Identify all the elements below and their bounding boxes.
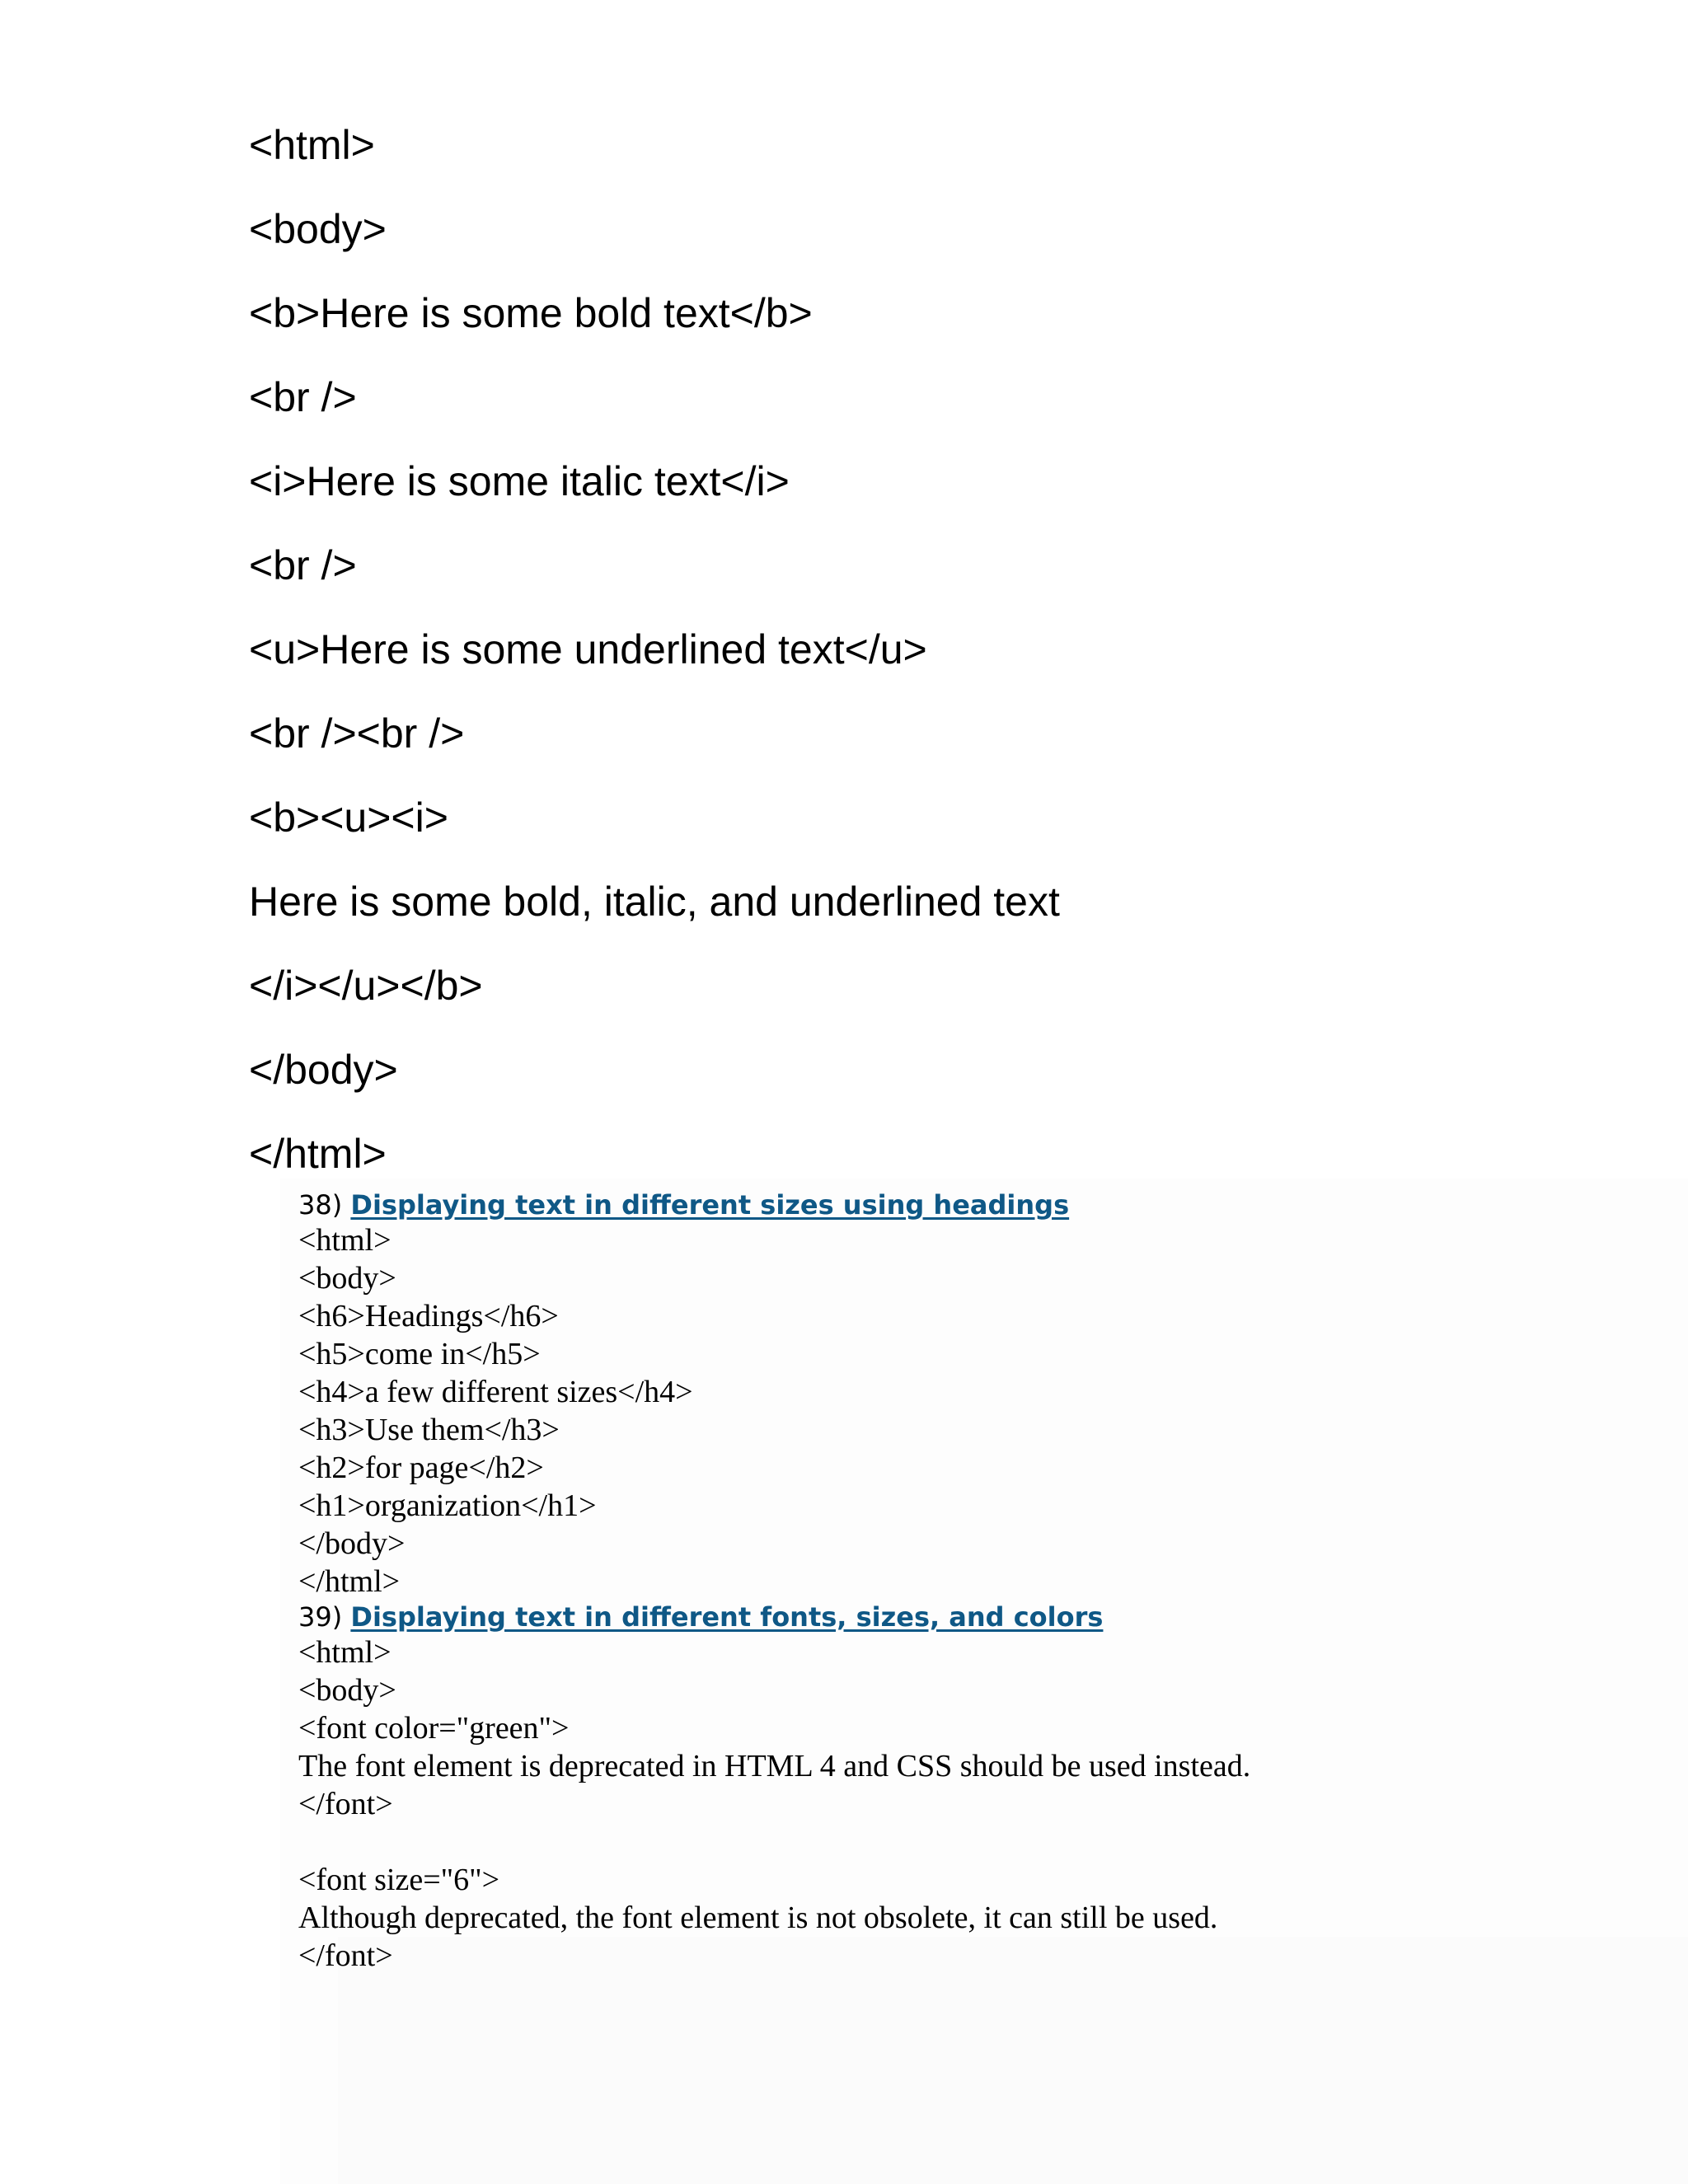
code-line: </i></u></b> (249, 963, 483, 1009)
code-line: <u>Here is some underlined text</u> (249, 626, 927, 673)
code-line: <br /> (249, 542, 357, 588)
code-line: </body> (298, 1526, 406, 1561)
code-line: <h3>Use them</h3> (298, 1413, 560, 1447)
section-39-number: 39) (298, 1601, 343, 1633)
code-line: </body> (249, 1047, 398, 1093)
code-line: </font> (298, 1938, 393, 1973)
examples-list (298, 1188, 1617, 1975)
code-line: <font color="green"> (298, 1711, 570, 1746)
blank-line (298, 1823, 1617, 1861)
code-line: <h6>Headings</h6> (298, 1299, 559, 1333)
code-line: <h5>come in</h5> (298, 1337, 541, 1371)
code-line: <b>Here is some bold text</b> (249, 290, 813, 336)
code-line: The font element is deprecated in HTML 4 and CSS should be used instead. (298, 1749, 1251, 1783)
code-line: <b><u><i> (249, 794, 448, 841)
section-39-heading (298, 1601, 1617, 1633)
code-line: <h2>for page</h2> (298, 1451, 544, 1485)
code-line: <i>Here is some italic text</i> (249, 458, 790, 504)
code-line: <br /><br /> (249, 710, 465, 757)
code-line: <body> (298, 1261, 396, 1296)
code-line: </html> (249, 1131, 387, 1177)
example-code-block (249, 120, 1568, 1213)
code-line: <font size="6"> (298, 1863, 500, 1897)
code-line: <html> (298, 1223, 392, 1258)
section-38-number: 38) (298, 1189, 343, 1221)
code-line: Although deprecated, the font element is not obsolete, it can still be used. (298, 1900, 1218, 1935)
code-line: <html> (298, 1635, 392, 1670)
code-line: <body> (298, 1673, 396, 1708)
code-line: <html> (249, 122, 375, 168)
section-38-link[interactable]: Displaying text in different sizes using headings (350, 1189, 1070, 1221)
code-line: <body> (249, 206, 387, 252)
section-38-heading (298, 1188, 1617, 1221)
code-line: Here is some bold, italic, and underlined text (249, 879, 1060, 925)
code-line: <h4>a few different sizes</h4> (298, 1375, 693, 1409)
code-line: <h1>organization</h1> (298, 1488, 597, 1523)
code-line: </font> (298, 1787, 393, 1821)
code-line: <br /> (249, 374, 357, 420)
code-line: </html> (298, 1564, 401, 1599)
section-39-link[interactable]: Displaying text in different fonts, sizes, and colors (350, 1601, 1104, 1633)
